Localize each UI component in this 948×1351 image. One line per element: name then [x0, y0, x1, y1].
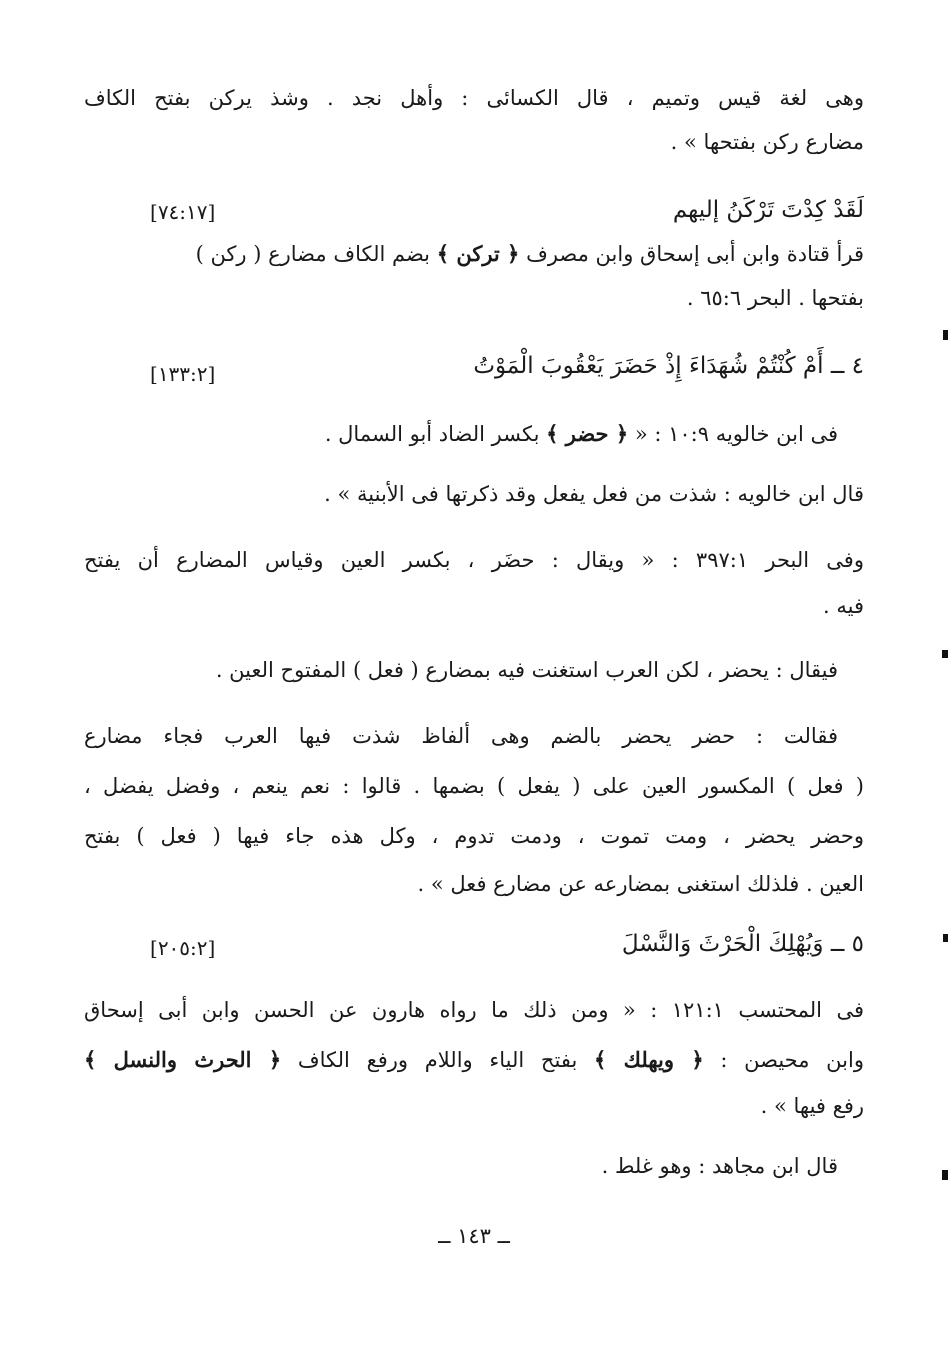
scan-mark-4	[942, 1170, 948, 1180]
highlighted-phrase-harth-nasl: ﴿ الحرث والنسل ﴾	[84, 1047, 282, 1072]
text-line-5-part-a: فى ابن خالويه ١٠:٩ : «	[634, 422, 838, 446]
text-line-3	[84, 240, 864, 268]
scan-mark-2	[942, 650, 948, 658]
highlighted-word-yuhlika: ﴿ ويهلك ﴾	[594, 1047, 704, 1072]
highlighted-word-hadara: ﴿ حضر ﴾	[546, 421, 629, 446]
text-line-4: بفتحها . البحر ٦٥:٦ .	[686, 286, 864, 310]
text-line-2: مضارع ركن بفتحها » .	[670, 130, 864, 154]
text-line-15-part-a: وابن محيصن :	[720, 1048, 864, 1072]
scan-mark-3	[943, 934, 948, 942]
text-line-8: فيه .	[823, 594, 864, 618]
text-line-7: وفى البحر ٣٩٧:١ : « ويقال : حضَر ، بكسر العين وقياس المضارع أن يفتح	[84, 548, 864, 572]
verse-reference-3: [٢٠٥:٢]	[150, 936, 216, 960]
verse-reference-1: [٧٤:١٧]	[150, 200, 216, 224]
page-number: ــ ١٤٣ ــ	[438, 1224, 510, 1248]
text-line-3-part-a: قرأ قتادة وابن أبى إسحاق وابن مصرف	[526, 242, 864, 266]
scan-mark-1	[943, 330, 948, 340]
quran-verse-1: لَقَدْ كِدْتَ تَرْكَنُ إليهم	[672, 197, 864, 223]
text-line-17: قال ابن مجاهد : وهو غلط .	[601, 1154, 838, 1178]
text-line-16: رفع فيها » .	[760, 1094, 864, 1118]
text-line-1: وهى لغة قيس وتميم ، قال الكسائى : وأهل نجد . وشذ يركن بفتح الكاف	[84, 86, 864, 110]
highlighted-word-tarkan: ﴿ تركن ﴾	[436, 241, 520, 266]
text-line-14: فى المحتسب ١٢١:١ : « ومن ذلك ما رواه هارون عن الحسن وابن أبى إسحاق	[84, 998, 865, 1022]
text-line-15	[84, 1046, 864, 1074]
text-line-3-part-c: بضم الكاف مضارع ( ركن )	[195, 242, 431, 266]
text-line-10: فقالت : حضر يحضر بالضم وهى ألفاظ شذت فيها العرب فجاء مضارع	[84, 724, 838, 748]
text-line-12: وحضر يحضر ، ومت تموت ، ودمت تدوم ، وكل هذه جاء فيها ( فعل ) بفتح	[84, 824, 864, 848]
text-line-15-part-c: بفتح الياء واللام ورفع الكاف	[297, 1048, 578, 1072]
text-line-6: قال ابن خالويه : شذت من فعل يفعل وقد ذكرتها فى الأبنية » .	[324, 482, 864, 506]
text-line-11: ( فعل ) المكسور العين على ( يفعل ) بضمها . قالوا : نعم ينعم ، وفضل يفضل ،	[84, 774, 864, 798]
text-line-5	[84, 420, 838, 448]
quran-verse-2: ٤ ــ أَمْ كُنْتُمْ شُهَدَاءَ إِذْ حَضَرَ يَعْقُوبَ الْمَوْتُ	[473, 353, 864, 379]
text-line-13: العين . فلذلك استغنى بمضارعه عن مضارع فعل » .	[417, 872, 864, 896]
quran-verse-3: ٥ ــ وَيُهْلِكَ الْحَرْثَ وَالنَّسْلَ	[621, 931, 864, 957]
text-line-9: فيقال : يحضر ، لكن العرب استغنت فيه بمضارع ( فعل ) المفتوح العين .	[215, 658, 838, 682]
verse-reference-2: [١٣٣:٢]	[150, 362, 216, 386]
text-line-5-part-c: بكسر الضاد أبو السمال .	[324, 422, 540, 446]
